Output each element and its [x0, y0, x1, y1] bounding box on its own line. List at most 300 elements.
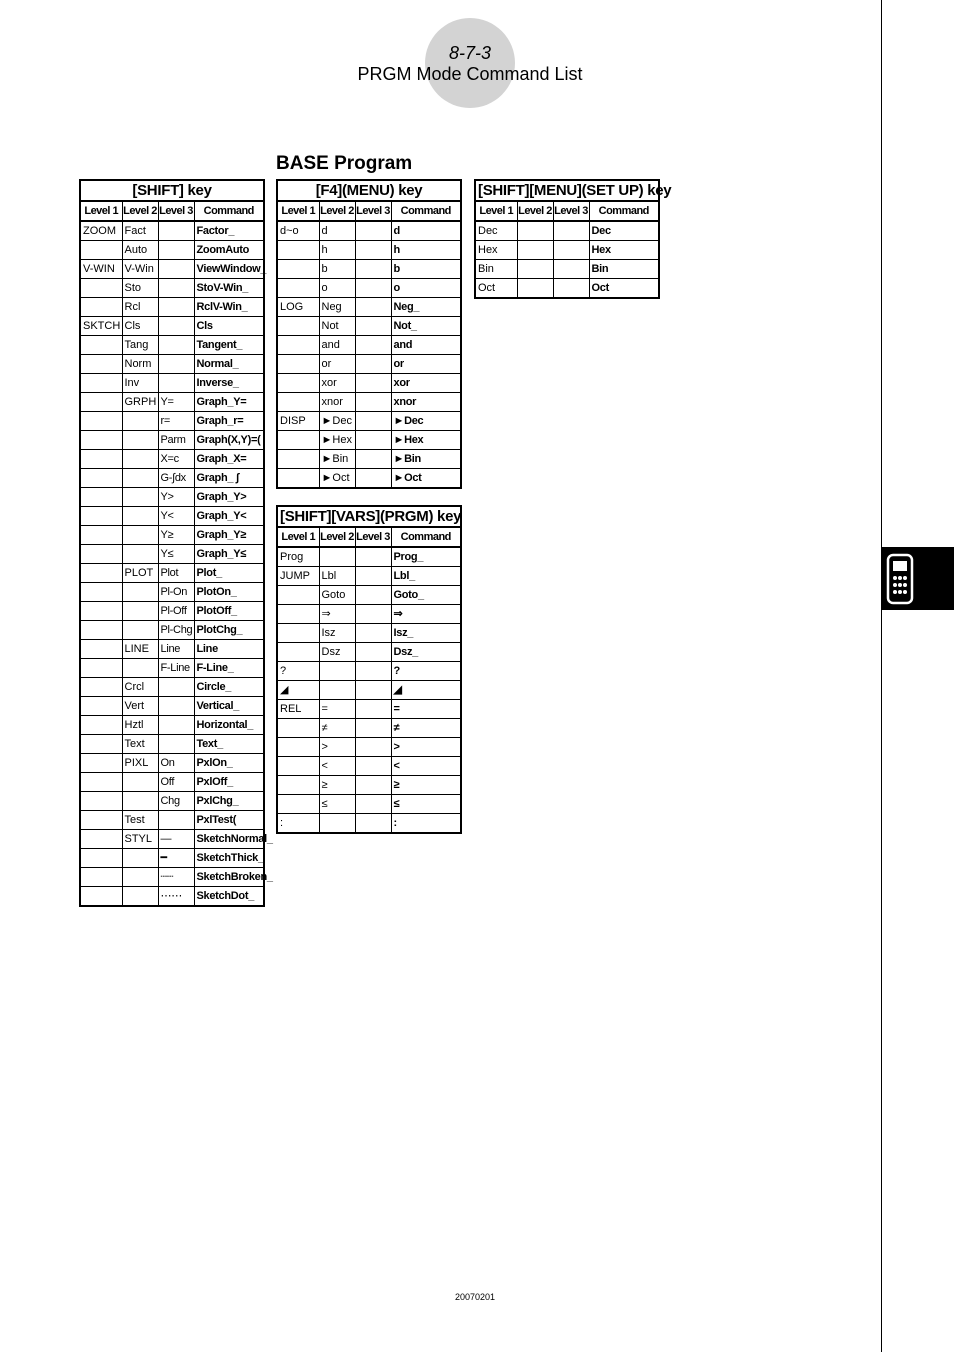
table-row	[80, 298, 264, 317]
level2-cell: Cls	[122, 317, 158, 336]
level1-cell	[80, 659, 122, 678]
level2-cell: Test	[122, 811, 158, 830]
level1-cell	[277, 719, 319, 738]
table-row	[277, 586, 461, 605]
table-row	[80, 640, 264, 659]
table-row	[80, 469, 264, 488]
command-cell: ≠	[391, 719, 461, 738]
command-cell: Oct	[589, 279, 659, 299]
level3-cell	[355, 393, 391, 412]
level3-cell	[355, 279, 391, 298]
command-cell: PxlChg_	[194, 792, 264, 811]
level1-cell	[80, 716, 122, 735]
level3-cell: X=c	[158, 450, 194, 469]
level3-cell	[355, 757, 391, 776]
level3-cell	[355, 586, 391, 605]
level1-cell	[277, 393, 319, 412]
level3-cell: ━	[158, 849, 194, 868]
level2-cell	[122, 431, 158, 450]
column-header-row	[80, 201, 264, 221]
column-header-row	[277, 201, 461, 221]
level3-cell	[158, 697, 194, 716]
level3-cell	[355, 260, 391, 279]
level3-cell: G-∫dx	[158, 469, 194, 488]
level2-cell: LINE	[122, 640, 158, 659]
level1-cell: ?	[277, 662, 319, 681]
f4-menu-key-table	[276, 179, 462, 489]
level2-cell: ►Dec	[319, 412, 355, 431]
level1-cell	[80, 830, 122, 849]
level1-cell	[80, 773, 122, 792]
level1-cell	[80, 868, 122, 887]
level3-cell	[553, 241, 589, 260]
level1-cell	[277, 260, 319, 279]
level1-cell: d~o	[277, 221, 319, 241]
table-row	[277, 547, 461, 567]
column-header-row	[475, 201, 659, 221]
level1-cell: V-WIN	[80, 260, 122, 279]
table-row	[80, 450, 264, 469]
command-cell: ?	[391, 662, 461, 681]
level2-cell	[122, 887, 158, 907]
level1-cell	[80, 450, 122, 469]
command-cell: >	[391, 738, 461, 757]
level2-cell: Hztl	[122, 716, 158, 735]
table-caption: [SHIFT] key	[80, 180, 264, 201]
level2-cell	[319, 547, 355, 567]
level2-cell	[122, 773, 158, 792]
command-cell: F-Line_	[194, 659, 264, 678]
level1-cell	[80, 545, 122, 564]
table-row	[80, 564, 264, 583]
command-cell: xnor	[391, 393, 461, 412]
level2-cell	[122, 469, 158, 488]
level1-cell: ZOOM	[80, 221, 122, 241]
table-row	[80, 279, 264, 298]
level1-cell	[80, 640, 122, 659]
command-cell: ►Dec	[391, 412, 461, 431]
level3-cell	[355, 431, 391, 450]
command-cell: PlotOff_	[194, 602, 264, 621]
level1-cell	[277, 776, 319, 795]
level2-cell: <	[319, 757, 355, 776]
table-row	[80, 336, 264, 355]
table-row	[80, 887, 264, 907]
command-cell: Dsz_	[391, 643, 461, 662]
command-cell: SketchDot_	[194, 887, 264, 907]
command-cell: Horizontal_	[194, 716, 264, 735]
level1-cell	[80, 393, 122, 412]
table-row	[80, 773, 264, 792]
level3-cell: Plot	[158, 564, 194, 583]
level2-cell: o	[319, 279, 355, 298]
level3-cell: Y≥	[158, 526, 194, 545]
level2-cell	[122, 792, 158, 811]
level2-cell	[319, 814, 355, 834]
level2-cell: xor	[319, 374, 355, 393]
level3-cell	[355, 567, 391, 586]
level1-cell	[80, 431, 122, 450]
command-cell: ≥	[391, 776, 461, 795]
level3-cell	[158, 298, 194, 317]
level3-cell	[158, 374, 194, 393]
command-cell: and	[391, 336, 461, 355]
command-cell: PxlTest(	[194, 811, 264, 830]
column-header: Level 1	[80, 201, 122, 221]
command-cell: Circle_	[194, 678, 264, 697]
level2-cell: Text	[122, 735, 158, 754]
level3-cell	[355, 662, 391, 681]
table-caption: [SHIFT][VARS](PRGM) key	[277, 506, 461, 527]
table-row	[80, 431, 264, 450]
command-cell: Plot_	[194, 564, 264, 583]
command-cell: Graph_Y<	[194, 507, 264, 526]
level2-cell: Isz	[319, 624, 355, 643]
level2-cell	[517, 260, 553, 279]
command-cell: :	[391, 814, 461, 834]
level2-cell: d	[319, 221, 355, 241]
level1-cell	[277, 241, 319, 260]
level3-cell: Pl-Chg	[158, 621, 194, 640]
command-cell: Neg_	[391, 298, 461, 317]
level2-cell: xnor	[319, 393, 355, 412]
table-row	[277, 795, 461, 814]
command-cell: ⇒	[391, 605, 461, 624]
level1-cell: DISP	[277, 412, 319, 431]
column-header: Level 1	[277, 201, 319, 221]
level1-cell: LOG	[277, 298, 319, 317]
level1-cell	[80, 241, 122, 260]
table-row	[80, 317, 264, 336]
level3-cell	[158, 735, 194, 754]
level1-cell: Hex	[475, 241, 517, 260]
command-cell: Graph_ ∫	[194, 469, 264, 488]
table-row	[475, 279, 659, 299]
command-cell: ViewWindow_	[194, 260, 264, 279]
command-cell: ►Bin	[391, 450, 461, 469]
level2-cell: STYL	[122, 830, 158, 849]
page-number: 8-7-3	[448, 43, 492, 63]
table-row	[277, 355, 461, 374]
level3-cell: Off	[158, 773, 194, 792]
table-row	[277, 412, 461, 431]
level1-cell	[80, 564, 122, 583]
level1-cell	[277, 757, 319, 776]
level3-cell: Y≤	[158, 545, 194, 564]
level1-cell	[80, 678, 122, 697]
table-row	[277, 431, 461, 450]
command-cell: Not_	[391, 317, 461, 336]
level3-cell: Y=	[158, 393, 194, 412]
level1-cell	[80, 583, 122, 602]
level1-cell	[80, 754, 122, 773]
command-cell: PxlOff_	[194, 773, 264, 792]
command-cell: PlotOn_	[194, 583, 264, 602]
command-cell: o	[391, 279, 461, 298]
command-cell: Bin	[589, 260, 659, 279]
level1-cell	[277, 374, 319, 393]
level2-cell: Inv	[122, 374, 158, 393]
table-row	[80, 241, 264, 260]
level3-cell: Pl-On	[158, 583, 194, 602]
level2-cell	[517, 241, 553, 260]
command-cell: Lbl_	[391, 567, 461, 586]
command-cell: Prog_	[391, 547, 461, 567]
level2-cell	[122, 659, 158, 678]
level1-cell	[277, 469, 319, 489]
column-header: Level 2	[319, 527, 355, 547]
command-cell: Hex	[589, 241, 659, 260]
level3-cell	[158, 716, 194, 735]
level3-cell	[355, 374, 391, 393]
level2-cell	[122, 526, 158, 545]
level3-cell: On	[158, 754, 194, 773]
level2-cell	[122, 450, 158, 469]
command-cell: Graph_X=	[194, 450, 264, 469]
column-header: Level 3	[553, 201, 589, 221]
command-cell: or	[391, 355, 461, 374]
level2-cell: ≥	[319, 776, 355, 795]
table-row	[80, 811, 264, 830]
level1-cell	[277, 317, 319, 336]
command-cell: SketchThick_	[194, 849, 264, 868]
calculator-icon	[886, 553, 916, 605]
level1-cell: Dec	[475, 221, 517, 241]
table-row	[80, 488, 264, 507]
level3-cell	[355, 795, 391, 814]
table-row	[277, 700, 461, 719]
level1-cell	[80, 469, 122, 488]
command-cell: h	[391, 241, 461, 260]
command-cell: Factor_	[194, 221, 264, 241]
level1-cell	[277, 431, 319, 450]
level2-cell: Crcl	[122, 678, 158, 697]
column-header: Level 1	[277, 527, 319, 547]
command-cell: xor	[391, 374, 461, 393]
level2-cell: =	[319, 700, 355, 719]
column-header: Level 3	[355, 527, 391, 547]
table-row	[80, 621, 264, 640]
command-cell: Dec	[589, 221, 659, 241]
level3-cell	[553, 279, 589, 299]
level2-cell: PIXL	[122, 754, 158, 773]
level1-cell	[277, 795, 319, 814]
level3-cell	[158, 317, 194, 336]
level2-cell: GRPH	[122, 393, 158, 412]
column-header: Command	[391, 201, 461, 221]
level1-cell	[277, 450, 319, 469]
level2-cell: Lbl	[319, 567, 355, 586]
command-cell: Normal_	[194, 355, 264, 374]
column-header: Level 2	[319, 201, 355, 221]
level3-cell	[355, 336, 391, 355]
level1-cell: ◢	[277, 681, 319, 700]
level2-cell	[319, 681, 355, 700]
level1-cell: :	[277, 814, 319, 834]
command-cell: PxlOn_	[194, 754, 264, 773]
level2-cell: Not	[319, 317, 355, 336]
command-cell: ◢	[391, 681, 461, 700]
level3-cell	[355, 700, 391, 719]
table-row	[277, 336, 461, 355]
table-row	[277, 241, 461, 260]
level3-cell	[355, 469, 391, 489]
level3-cell	[158, 279, 194, 298]
level3-cell	[355, 412, 391, 431]
table-row	[277, 681, 461, 700]
level1-cell	[80, 507, 122, 526]
table-row	[80, 412, 264, 431]
level2-cell: ⇒	[319, 605, 355, 624]
right-margin-rule	[881, 0, 882, 1352]
table-row	[80, 507, 264, 526]
level3-cell	[355, 624, 391, 643]
table-row	[80, 355, 264, 374]
level1-cell	[80, 279, 122, 298]
level1-cell	[80, 412, 122, 431]
level1-cell	[277, 605, 319, 624]
command-cell: Graph_Y>	[194, 488, 264, 507]
command-cell: Line	[194, 640, 264, 659]
command-cell: Goto_	[391, 586, 461, 605]
table-row	[80, 602, 264, 621]
level1-cell	[277, 586, 319, 605]
column-header: Level 3	[158, 201, 194, 221]
level2-cell	[122, 849, 158, 868]
level3-cell	[158, 678, 194, 697]
table-row	[80, 583, 264, 602]
level3-cell: r=	[158, 412, 194, 431]
level2-cell: Fact	[122, 221, 158, 241]
command-cell: =	[391, 700, 461, 719]
table-row	[277, 624, 461, 643]
level3-cell: Chg	[158, 792, 194, 811]
level1-cell: JUMP	[277, 567, 319, 586]
level2-cell	[122, 602, 158, 621]
level2-cell: ≠	[319, 719, 355, 738]
table-row	[277, 260, 461, 279]
level3-cell	[355, 814, 391, 834]
command-cell: ►Hex	[391, 431, 461, 450]
level1-cell: REL	[277, 700, 319, 719]
level3-cell	[355, 738, 391, 757]
level3-cell	[158, 336, 194, 355]
level2-cell: Goto	[319, 586, 355, 605]
table-row	[277, 738, 461, 757]
command-cell: Graph(X,Y)=(	[194, 431, 264, 450]
table-row	[277, 221, 461, 241]
shift-key-table	[79, 179, 273, 907]
level3-cell	[355, 643, 391, 662]
level1-cell	[80, 887, 122, 907]
level1-cell	[80, 602, 122, 621]
level2-cell	[122, 507, 158, 526]
level3-cell: Parm	[158, 431, 194, 450]
table-row	[80, 868, 264, 887]
level1-cell	[80, 488, 122, 507]
level2-cell: >	[319, 738, 355, 757]
level1-cell	[277, 279, 319, 298]
level2-cell: V-Win	[122, 260, 158, 279]
level1-cell	[277, 336, 319, 355]
table-row	[277, 643, 461, 662]
command-cell: StoV-Win_	[194, 279, 264, 298]
table-row	[80, 697, 264, 716]
command-cell: ZoomAuto	[194, 241, 264, 260]
level2-cell	[122, 412, 158, 431]
level3-cell	[355, 317, 391, 336]
level2-cell: Dsz	[319, 643, 355, 662]
table-row	[277, 374, 461, 393]
level1-cell: Prog	[277, 547, 319, 567]
table-row	[277, 719, 461, 738]
table-row	[277, 662, 461, 681]
level2-cell: Neg	[319, 298, 355, 317]
table-row	[475, 260, 659, 279]
table-caption: [SHIFT][MENU](SET UP) key	[475, 180, 659, 201]
level1-cell	[80, 374, 122, 393]
level1-cell	[80, 697, 122, 716]
command-cell: d	[391, 221, 461, 241]
level3-cell: —	[158, 830, 194, 849]
level3-cell	[158, 221, 194, 241]
level3-cell: Pl-Off	[158, 602, 194, 621]
command-cell: Graph_Y=	[194, 393, 264, 412]
column-header: Level 1	[475, 201, 517, 221]
level1-cell	[80, 526, 122, 545]
column-header: Level 3	[355, 201, 391, 221]
level1-cell	[277, 355, 319, 374]
table-row	[277, 393, 461, 412]
command-cell: b	[391, 260, 461, 279]
level1-cell: SKTCH	[80, 317, 122, 336]
table-row	[80, 374, 264, 393]
level3-cell	[355, 221, 391, 241]
level2-cell: Tang	[122, 336, 158, 355]
level3-cell: ┄┄	[158, 868, 194, 887]
level3-cell	[158, 811, 194, 830]
command-cell: Vertical_	[194, 697, 264, 716]
table-row	[80, 221, 264, 241]
level3-cell	[553, 221, 589, 241]
level2-cell: Vert	[122, 697, 158, 716]
level3-cell	[355, 681, 391, 700]
level3-cell	[355, 298, 391, 317]
column-header: Command	[391, 527, 461, 547]
table-row	[80, 754, 264, 773]
level1-cell	[277, 738, 319, 757]
level2-cell	[122, 621, 158, 640]
table-row	[80, 393, 264, 412]
command-cell: ≤	[391, 795, 461, 814]
level2-cell: Norm	[122, 355, 158, 374]
shift-menu-setup-key-table	[474, 179, 672, 299]
command-cell: RclV-Win_	[194, 298, 264, 317]
level2-cell: ►Oct	[319, 469, 355, 489]
level3-cell: ⋯⋯	[158, 887, 194, 907]
column-header-row	[277, 527, 461, 547]
level2-cell	[517, 221, 553, 241]
table-row	[80, 545, 264, 564]
table-row	[277, 757, 461, 776]
level3-cell: F-Line	[158, 659, 194, 678]
chapter-side-tab	[882, 547, 954, 610]
table-row	[277, 317, 461, 336]
command-cell: Isz_	[391, 624, 461, 643]
level1-cell	[277, 643, 319, 662]
level2-cell: h	[319, 241, 355, 260]
level1-cell	[80, 735, 122, 754]
